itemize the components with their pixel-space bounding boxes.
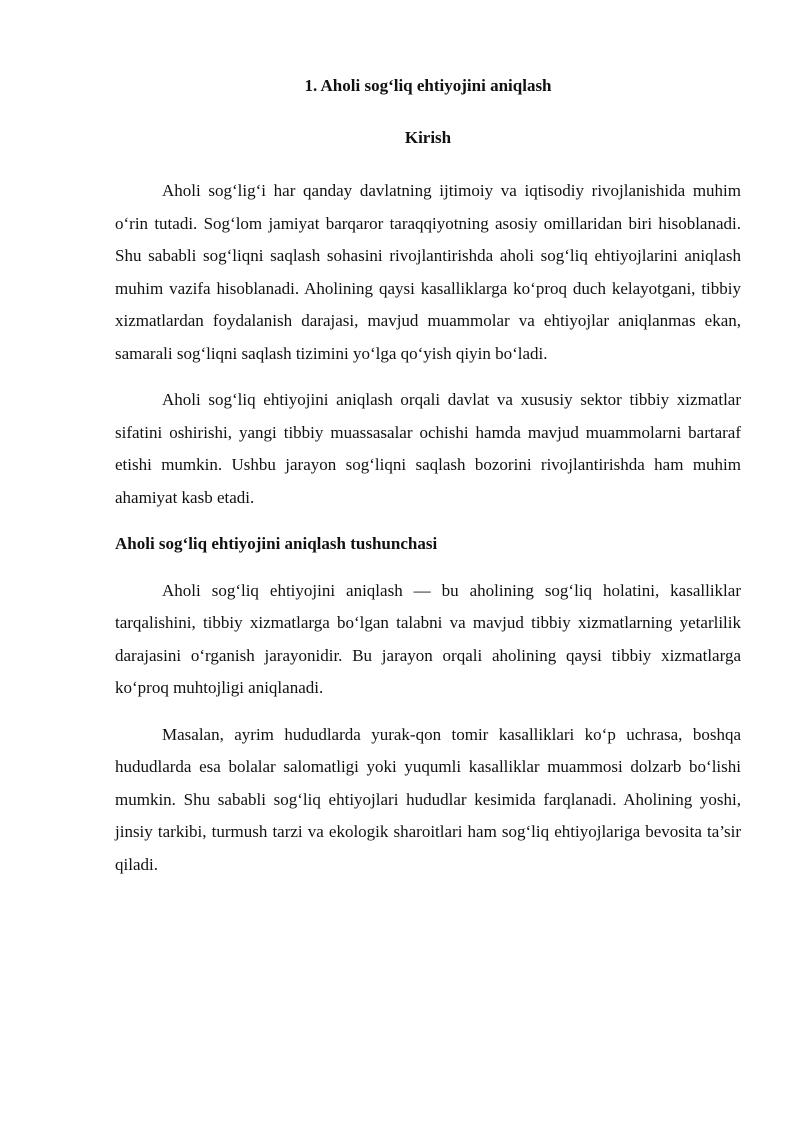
- paragraph-section-1: Aholi sog‘liq ehtiyojini aniqlash — bu aholining sog‘liq holatini, kasalliklar tarqalishini, tibbiy xizmatlarga bo‘lgan talabni va mavjud tibbiy xizmatlarning yetarlilik darajasini o‘rganish jarayonidir. Bu jarayon orqali aholining qaysi tibbiy xizmatlarga ko‘proq muhtojligi aniqlanadi.: [115, 580, 741, 697]
- document-title: 1. Aholi sog‘liq ehtiyojini aniqlash: [304, 76, 552, 95]
- section-heading: Aholi sog‘liq ehtiyojini aniqlash tushunchasi: [115, 534, 438, 553]
- paragraph-intro-1: Aholi sog‘lig‘i har qanday davlatning ijtimoiy va iqtisodiy rivojlanishida muhim o‘rin tutadi. Sog‘lom jamiyat barqaror taraqqiyotning asosiy omillaridan biri hisoblanadi. Shu sababli sog‘liqni saqlash sohasini rivojlantirishda aholi sog‘liq ehtiyojlarini aniqlash muhim vazifa hisoblanadi. Aholining qaysi kasalliklarga ko‘proq duch kelayotgani, tibbiy xizmatlardan foydalanish darajasi, mavjud muammolar va ehtiyojlar aniqlanmas ekan, samarali sog‘liqni saqlash tizimini yo‘lga qo‘yish qiyin bo‘ladi.: [115, 181, 741, 363]
- section-title-introduction: Kirish: [404, 128, 452, 147]
- document-body: [115, 175, 741, 895]
- paragraph-intro-2: Aholi sog‘liq ehtiyojini aniqlash orqali davlat va xususiy sektor tibbiy xizmatlar sifatini oshirishi, yangi tibbiy muassasalar ochishi hamda mavjud muammolarni bartaraf etishi mumkin. Ushbu jarayon sog‘liqni saqlash bozorini rivojlantirishda ham muhim ahamiyat kasb etadi.: [115, 390, 741, 507]
- paragraph-section-2: Masalan, ayrim hududlarda yurak-qon tomir kasalliklari ko‘p uchrasa, boshqa hududlarda esa bolalar salomatligi yoki yuqumli kasalliklar muammosi dolzarb bo‘lishi mumkin. Shu sababli sog‘liq ehtiyojlari hududlar kesimida farqlanadi. Aholining yoshi, jinsiy tarkibi, turmush tarzi va ekologik sharoitlari ham sog‘liq ehtiyojlariga bevosita ta’sir qiladi.: [115, 724, 741, 874]
